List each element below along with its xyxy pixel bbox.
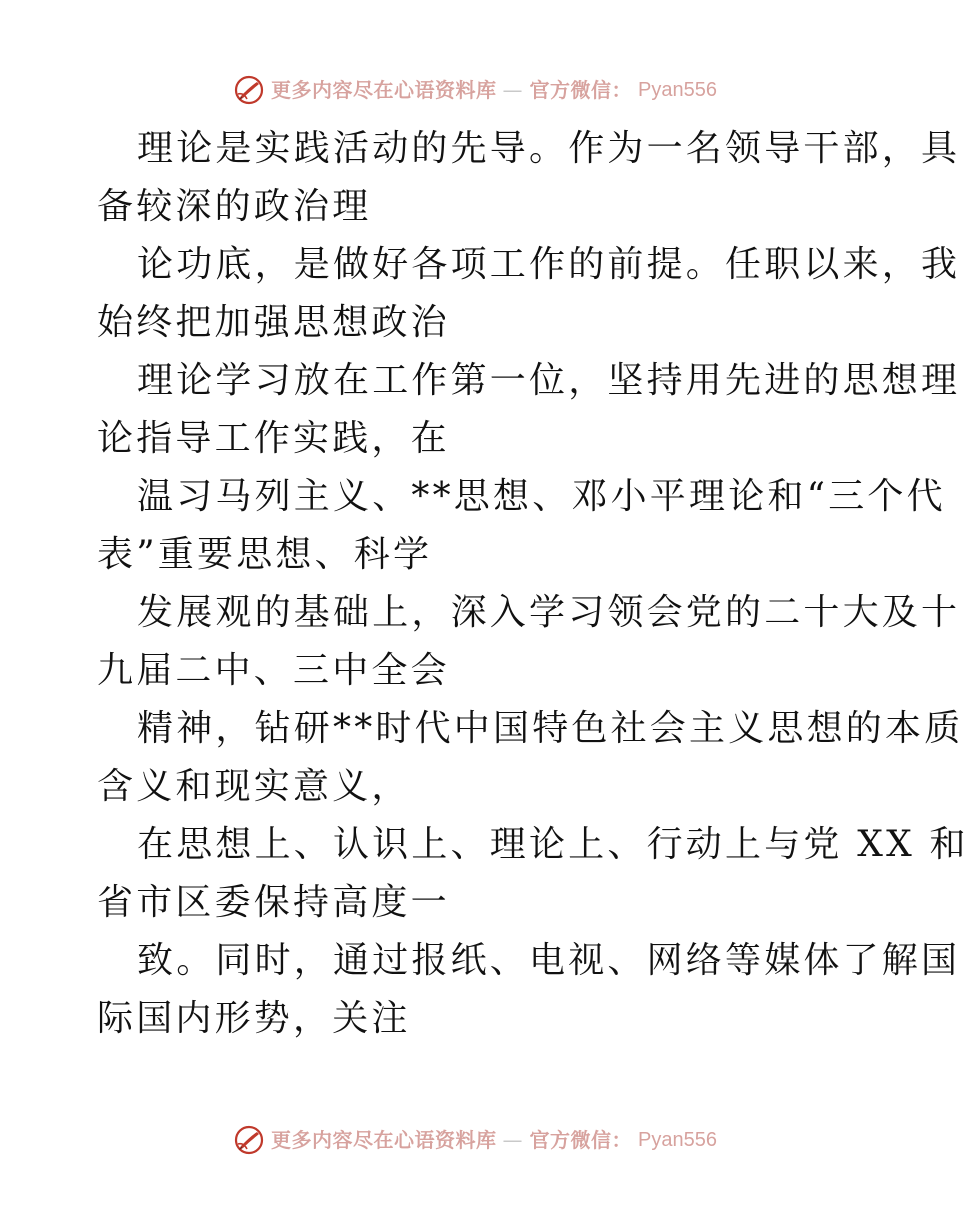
- header-banner-id: Pyan556: [638, 79, 717, 101]
- body-line: 理论是实践活动的先导。作为一名领导干部，具: [137, 128, 961, 169]
- body-line: 理论学习放在工作第一位，坚持用先进的思想理: [137, 360, 961, 401]
- body-line: 温习马列主义、**思想、邓小平理论和“三个代: [137, 476, 946, 517]
- red-pen-circle-logo-icon: [233, 1124, 265, 1156]
- header-banner: [0, 70, 950, 110]
- body-line: 含义和现实意义，: [97, 766, 411, 807]
- body-line: 致。同时，通过报纸、电视、网络等媒体了解国: [137, 940, 961, 981]
- body-line: 备较深的政治理: [97, 186, 372, 227]
- body-line: 论指导工作实践，在: [97, 418, 450, 459]
- footer-banner-separator: —: [502, 1128, 524, 1152]
- body-line: 始终把加强思想政治: [97, 302, 450, 343]
- body-line: 论功底，是做好各项工作的前提。任职以来，我: [137, 244, 961, 285]
- header-banner-contact: 官方微信：: [529, 78, 633, 102]
- body-line: 表”重要思想、科学: [97, 534, 433, 575]
- body-line: 在思想上、认识上、理论上、行动上与党 XX 和: [137, 824, 969, 865]
- body-line: 发展观的基础上，深入学习领会党的二十大及十: [137, 592, 961, 633]
- body-line: 省市区委保持高度一: [97, 882, 450, 923]
- body-line: 精神，钻研**时代中国特色社会主义思想的本质: [137, 708, 964, 749]
- footer-banner-contact: 官方微信：: [529, 1128, 633, 1152]
- footer-banner-id: Pyan556: [638, 1129, 717, 1151]
- header-banner-separator: —: [502, 78, 524, 102]
- footer-banner: [0, 1120, 950, 1160]
- red-pen-circle-logo-icon: [233, 74, 265, 106]
- body-line: 际国内形势，关注: [97, 998, 411, 1039]
- body-text: [97, 120, 969, 1048]
- footer-banner-text: 更多内容尽在心语资料库: [271, 1128, 497, 1152]
- header-banner-text: 更多内容尽在心语资料库: [271, 78, 497, 102]
- body-line: 九届二中、三中全会: [97, 650, 450, 691]
